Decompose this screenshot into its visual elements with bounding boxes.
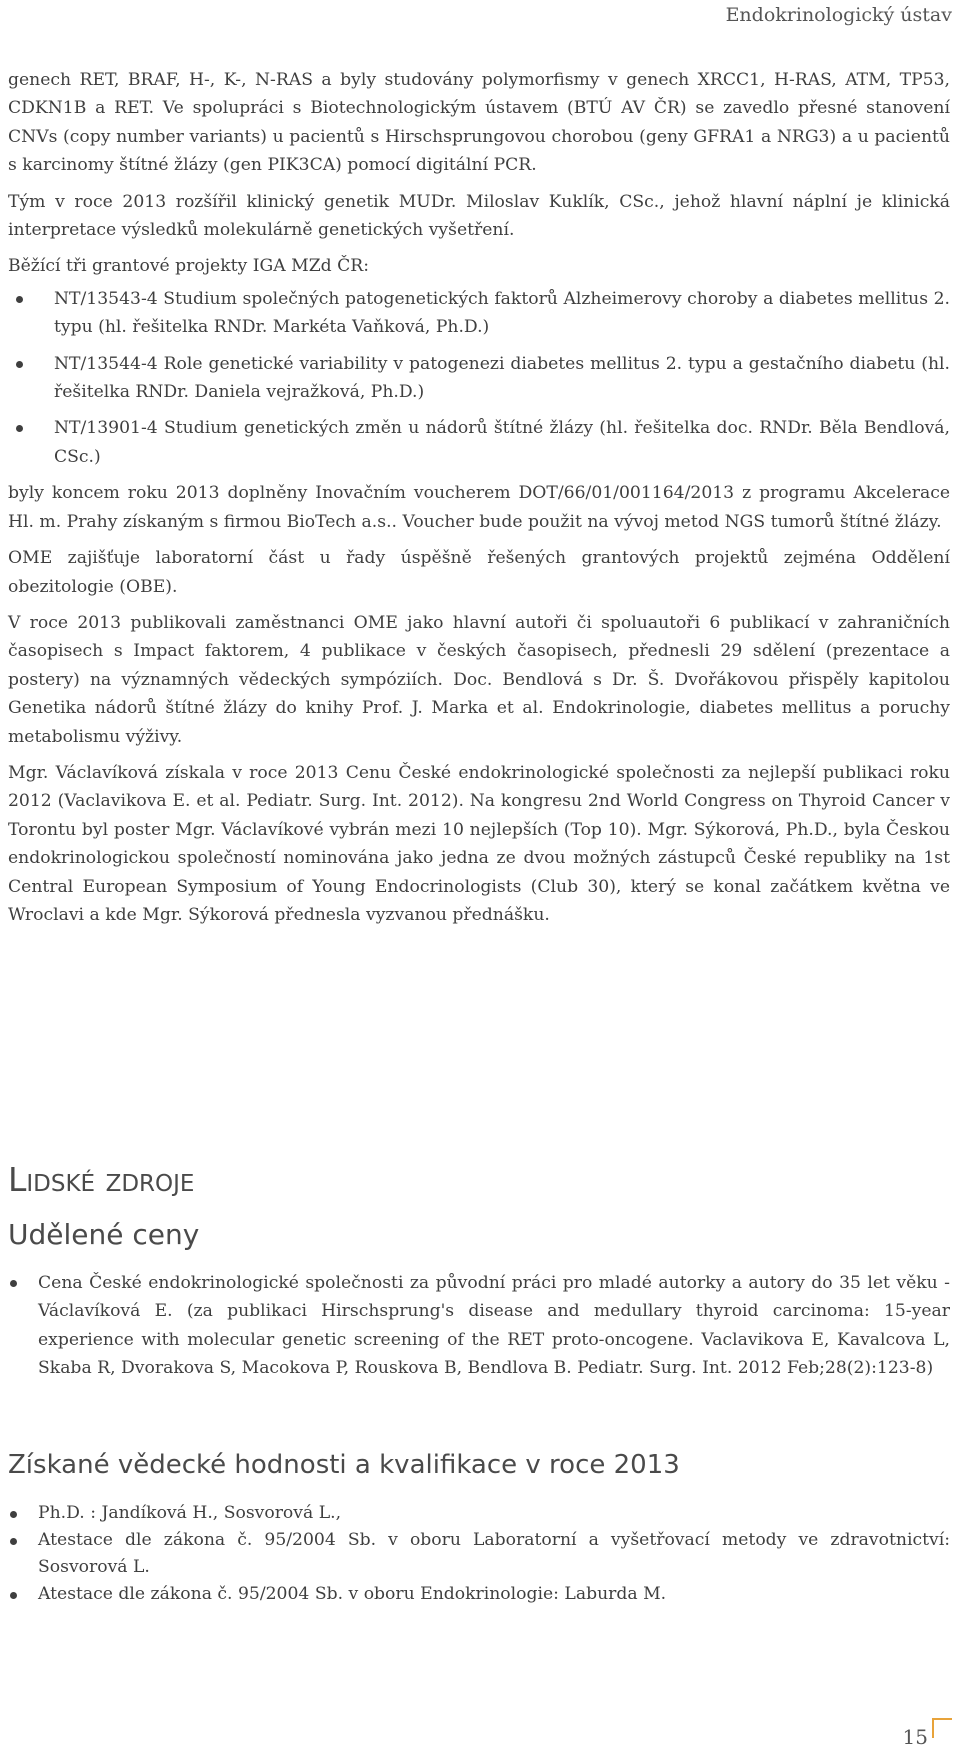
page-corner-mark: [932, 1718, 952, 1738]
paragraph: Běžící tři grantové projekty IGA MZd ČR:: [8, 256, 370, 277]
main-text: [8, 66, 950, 937]
qualifications-list-item: Atestace dle zákona č. 95/2004 Sb. v oboru Endokrinologie: Laburda M.: [8, 1581, 950, 1608]
awards-heading: Udělené ceny: [8, 1218, 200, 1251]
running-header: Endokrinologický ústav: [725, 4, 952, 26]
qualifications-list-item: Atestace dle zákona č. 95/2004 Sb. v oboru Laboratorní a vyšetřovací metody ve zdravotnictví: Sosvorová L.: [8, 1527, 950, 1581]
grant-list-item: NT/13544-4 Role genetické variability v patogenezi diabetes mellitus 2. typu a gestačního diabetu (hl. řešitelka RNDr. Daniela vejražková, Ph.D.): [8, 350, 950, 407]
section-title: Lidské zdroje: [8, 1160, 195, 1199]
qualifications-list: [8, 1500, 950, 1608]
paragraph: Mgr. Václavíková získala v roce 2013 Cenu České endokrinologické společnosti za nejlepší publikaci roku 2012 (Vaclavikova E. et al. Pediatr. Surg. Int. 2012). Na kongresu 2nd World Congress on Thyroid Cancer v Torontu byl poster Mgr. Václavíkové vybrán mezi 10 nejlepších (Top 10). Mgr. Sýkorová, Ph.D., byla Českou endokrinologickou společností nominována jako jedna ze dvou možných zástupců České republiky na 1st Central European Symposium of Young Endocrinologists (Club 30), který se konal začátkem května ve Wroclavi a kde Mgr. Sýkorová přednesla vyzvanou přednášku.: [8, 762, 950, 925]
page-number: 15: [902, 1725, 928, 1749]
awards-list-item: Cena České endokrinologické společnosti za původní práci pro mladé autorky a autory do 35 let věku - Václavíková E. (za publikaci Hirschsprung's disease and medullary thyroid carcinoma: 15-year experience with molecular genetic screening of the RET proto-oncogene. Vaclavikova E, Kavalcova L, Skaba R, Dvorakova S, Macokova P, Rouskova B, Bendlova B. Pediatr. Surg. Int. 2012 Feb;28(2):123-8): [8, 1269, 950, 1383]
grant-list: [8, 285, 950, 471]
paragraph: V roce 2013 publikovali zaměstnanci OME jako hlavní autoři či spoluautoři 6 publikací v zahraničních časopisech s Impact faktorem, 4 publikace v českých časopisech, přednesli 29 sdělení (prezentace a postery) na významných vědeckých sympóziích. Doc. Bendlová s Dr. Š. Dvořákovou přispěly kapitolou Genetika nádorů štítné žlázy do knihy Prof. J. Marka et al. Endokrinologie, diabetes mellitus a poruchy metabolismu výživy.: [8, 612, 950, 747]
paragraph: OME zajišťuje laboratorní část u řady úspěšně řešených grantových projektů zejména Oddělení obezitologie (OBE).: [8, 548, 950, 597]
grant-list-item: NT/13901-4 Studium genetických změn u nádorů štítné žlázy (hl. řešitelka doc. RNDr. Běla Bendlová, CSc.): [8, 414, 950, 471]
awards-list: [8, 1269, 950, 1383]
qualifications-list-item: Ph.D. : Jandíková H., Sosvorová L.,: [8, 1500, 950, 1527]
paragraph: byly koncem roku 2013 doplněny Inovačním voucherem DOT/66/01/001164/2013 z programu Akcelerace Hl. m. Prahy získaným s firmou BioTech a.s.. Voucher bude použit na vývoj metod NGS tumorů štítné žlázy.: [8, 483, 950, 532]
qualifications-heading: Získané vědecké hodnosti a kvalifikace v roce 2013: [8, 1450, 680, 1480]
paragraph: Tým v roce 2013 rozšířil klinický genetik MUDr. Miloslav Kuklík, CSc., jehož hlavní náplní je klinická interpretace výsledků molekulárně genetických vyšetření.: [8, 191, 950, 241]
grant-list-item: NT/13543-4 Studium společných patogenetických faktorů Alzheimerovy choroby a diabetes mellitus 2. typu (hl. řešitelka RNDr. Markéta Vaňková, Ph.D.): [8, 285, 950, 342]
paragraph: genech RET, BRAF, H-, K-, N-RAS a byly studovány polymorfismy v genech XRCC1, H-RAS, ATM, TP53, CDKN1B a RET. Ve spolupráci s Biotechnologickým ústavem (BTÚ AV ČR) se zavedlo přesné stanovení CNVs (copy number variants) u pacientů s Hirschsprungovou chorobou (geny GFRA1 a NRG3) a u pacientů s karcinomy štítné žlázy (gen PIK3CA) pomocí digitální PCR.: [8, 70, 950, 176]
